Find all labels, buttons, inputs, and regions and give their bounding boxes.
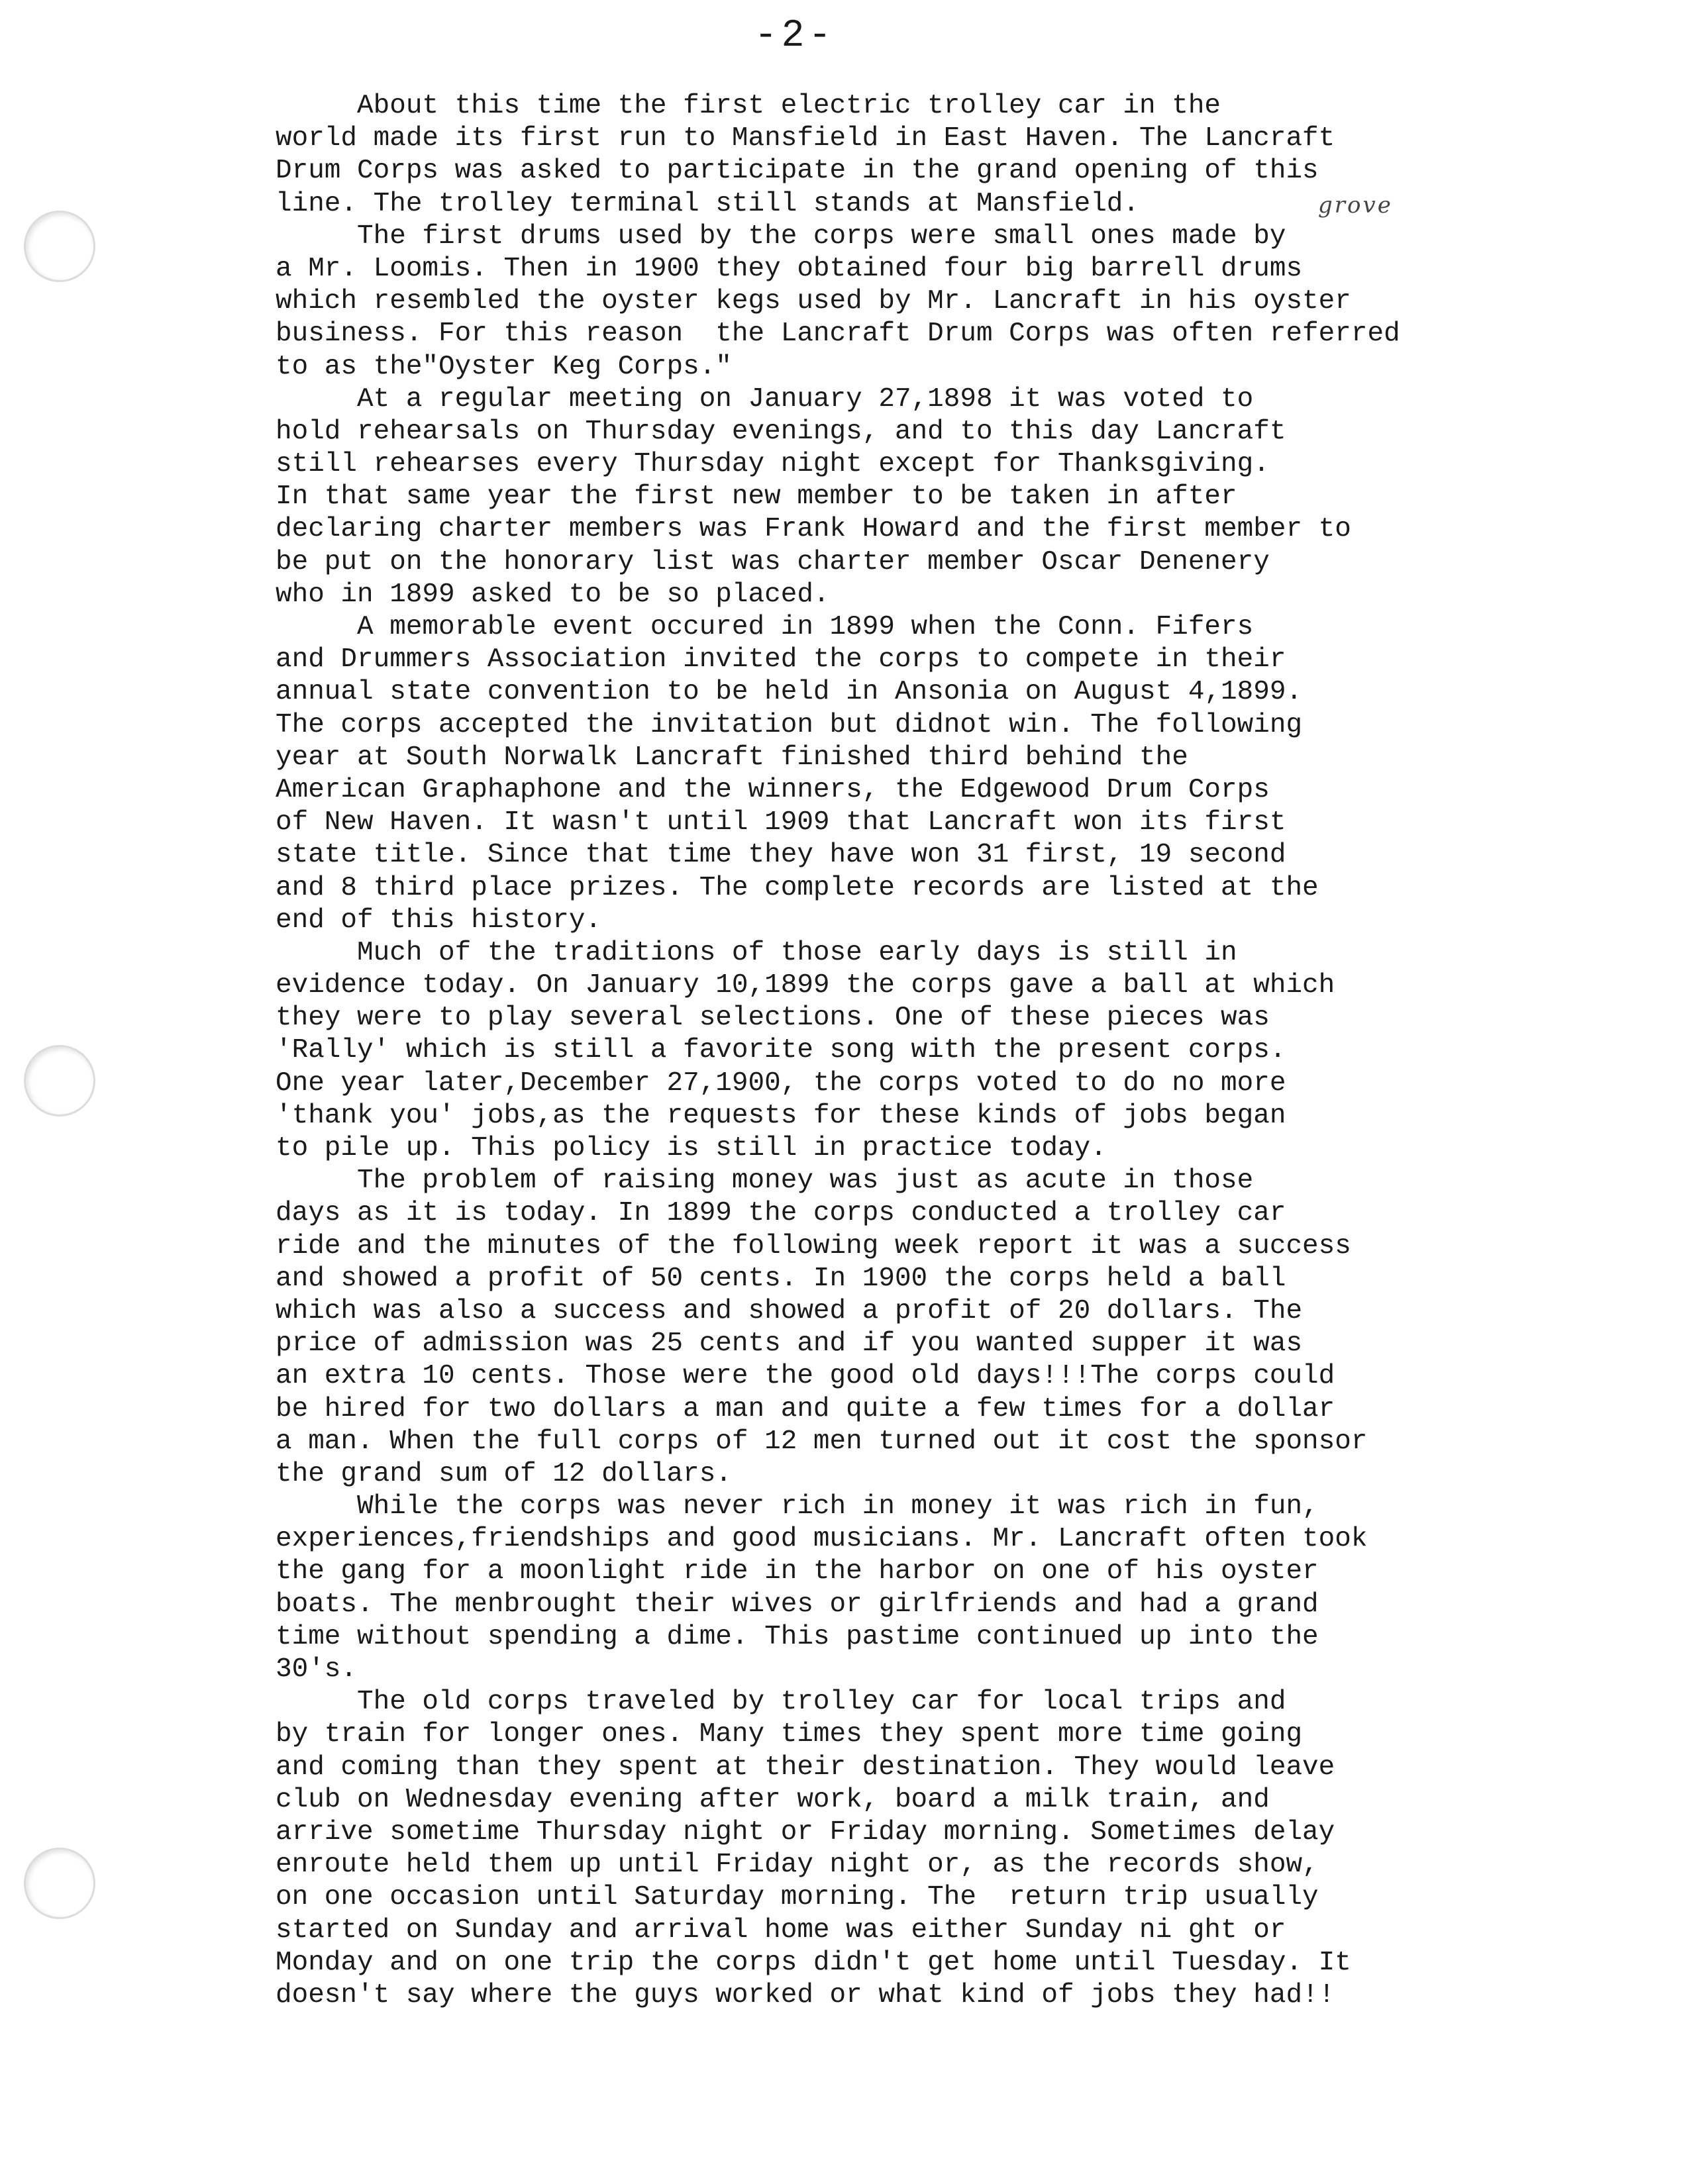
text-line: At a regular meeting on January 27,1898 it was voted to <box>276 383 1254 415</box>
page-number: -2- <box>754 15 836 58</box>
text-line: the gang for a moonlight ride in the harbor on one of his oyster <box>276 1556 1319 1587</box>
text-line: club on Wednesday evening after work, board a milk train, and <box>276 1784 1270 1815</box>
text-line: 'thank you' jobs,as the requests for these kinds of jobs began <box>276 1100 1286 1131</box>
text-line: still rehearses every Thursday night except for Thanksgiving. <box>276 449 1270 480</box>
text-line: and 8 third place prizes. The complete records are listed at the <box>276 872 1319 903</box>
text-line: the grand sum of 12 dollars. <box>276 1458 732 1489</box>
text-line: a Mr. Loomis. Then in 1900 they obtained four big barrell drums <box>276 253 1303 284</box>
text-line: The first drums used by the corps were small ones made by <box>276 221 1286 252</box>
text-line: One year later,December 27,1900, the corps voted to do no more <box>276 1067 1286 1099</box>
text-line: they were to play several selections. One of these pieces was <box>276 1003 1270 1034</box>
text-line: end of this history. <box>276 905 602 936</box>
text-line: and showed a profit of 50 cents. In 1900 the corps held a ball <box>276 1263 1286 1294</box>
text-line: which resembled the oyster kegs used by Mr. Lancraft in his oyster <box>276 286 1351 317</box>
text-line: on one occasion until Saturday morning. The return trip usually <box>276 1882 1319 1913</box>
text-line: state title. Since that time they have won 31 first, 19 second <box>276 840 1286 871</box>
text-line: a man. When the full corps of 12 men turned out it cost the sponsor <box>276 1426 1368 1457</box>
text-line: The problem of raising money was just as acute in those <box>276 1166 1254 1197</box>
binder-hole-top <box>24 211 95 282</box>
text-line: declaring charter members was Frank Howard and the first member to <box>276 514 1351 545</box>
text-line: 30's. <box>276 1654 358 1685</box>
text-line: A memorable event occured in 1899 when the Conn. Fifers <box>276 612 1254 642</box>
text-line: evidence today. On January 10,1899 the corps gave a ball at which <box>276 970 1335 1001</box>
text-line: doesn't say where the guys worked or what kind of jobs they had!! <box>276 1979 1335 2010</box>
text-line: arrive sometime Thursday night or Friday morning. Sometimes delay <box>276 1816 1335 1848</box>
text-line: by train for longer ones. Many times they spent more time going <box>276 1719 1303 1750</box>
text-line: The old corps traveled by trolley car for local trips and <box>276 1687 1286 1718</box>
binder-hole-bottom <box>24 1848 95 1919</box>
text-line: days as it is today. In 1899 the corps conducted a trolley car <box>276 1198 1286 1229</box>
text-line: boats. The menbrought their wives or girlfriends and had a grand <box>276 1589 1319 1620</box>
text-line: which was also a success and showed a profit of 20 dollars. The <box>276 1295 1303 1326</box>
text-line: business. For this reason the Lancraft Drum Corps was often referred <box>276 319 1400 350</box>
text-line: In that same year the first new member to be taken in after <box>276 481 1237 513</box>
text-line: to as the"Oyster Keg Corps." <box>276 351 732 382</box>
text-line: enroute held them up until Friday night or, as the records show, <box>276 1850 1319 1881</box>
text-line: While the corps was never rich in money it was rich in fun, <box>276 1491 1319 1522</box>
typed-body-text <box>276 90 1653 2012</box>
text-line: The corps accepted the invitation but didnot win. The following <box>276 709 1303 740</box>
text-line: hold rehearsals on Thursday evenings, and to this day Lancraft <box>276 416 1286 447</box>
text-line: and coming than they spent at their destination. They would leave <box>276 1752 1335 1783</box>
text-line: who in 1899 asked to be so placed. <box>276 579 830 610</box>
text-line: of New Haven. It wasn't until 1909 that Lancraft won its first <box>276 807 1286 838</box>
text-line: line. The trolley terminal still stands at Mansfield. <box>276 188 1140 219</box>
text-line: American Graphaphone and the winners, the Edgewood Drum Corps <box>276 774 1270 805</box>
text-line: be put on the honorary list was charter member Oscar Denenery <box>276 546 1270 577</box>
binder-hole-middle <box>24 1045 95 1117</box>
text-line: annual state convention to be held in Ansonia on August 4,1899. <box>276 677 1303 708</box>
handwritten-margin-note: grove <box>1318 192 1393 219</box>
text-line: 'Rally' which is still a favorite song with the present corps. <box>276 1035 1286 1066</box>
text-line: year at South Norwalk Lancraft finished third behind the <box>276 742 1188 773</box>
text-line: experiences,friendships and good musicians. Mr. Lancraft often took <box>276 1524 1368 1555</box>
text-line: Much of the traditions of those early days is still in <box>276 937 1237 968</box>
text-line: ride and the minutes of the following week report it was a success <box>276 1230 1351 1262</box>
text-line: and Drummers Association invited the corps to compete in their <box>276 644 1286 675</box>
text-line: Monday and on one trip the corps didn't get home until Tuesday. It <box>276 1947 1351 1978</box>
text-line: price of admission was 25 cents and if you wanted supper it was <box>276 1328 1303 1360</box>
text-line: be hired for two dollars a man and quite a few times for a dollar <box>276 1393 1335 1424</box>
text-line: About this time the first electric trolley car in the <box>276 91 1221 121</box>
text-line: Drum Corps was asked to participate in the grand opening of this <box>276 156 1319 187</box>
text-line: world made its first run to Mansfield in East Haven. The Lancraft <box>276 123 1335 154</box>
text-line: started on Sunday and arrival home was either Sunday ni ght or <box>276 1914 1286 1946</box>
text-line: an extra 10 cents. Those were the good old days!!!The corps could <box>276 1361 1335 1392</box>
text-line: to pile up. This policy is still in practice today. <box>276 1133 1107 1164</box>
text-line: time without spending a dime. This pastime continued up into the <box>276 1621 1319 1652</box>
